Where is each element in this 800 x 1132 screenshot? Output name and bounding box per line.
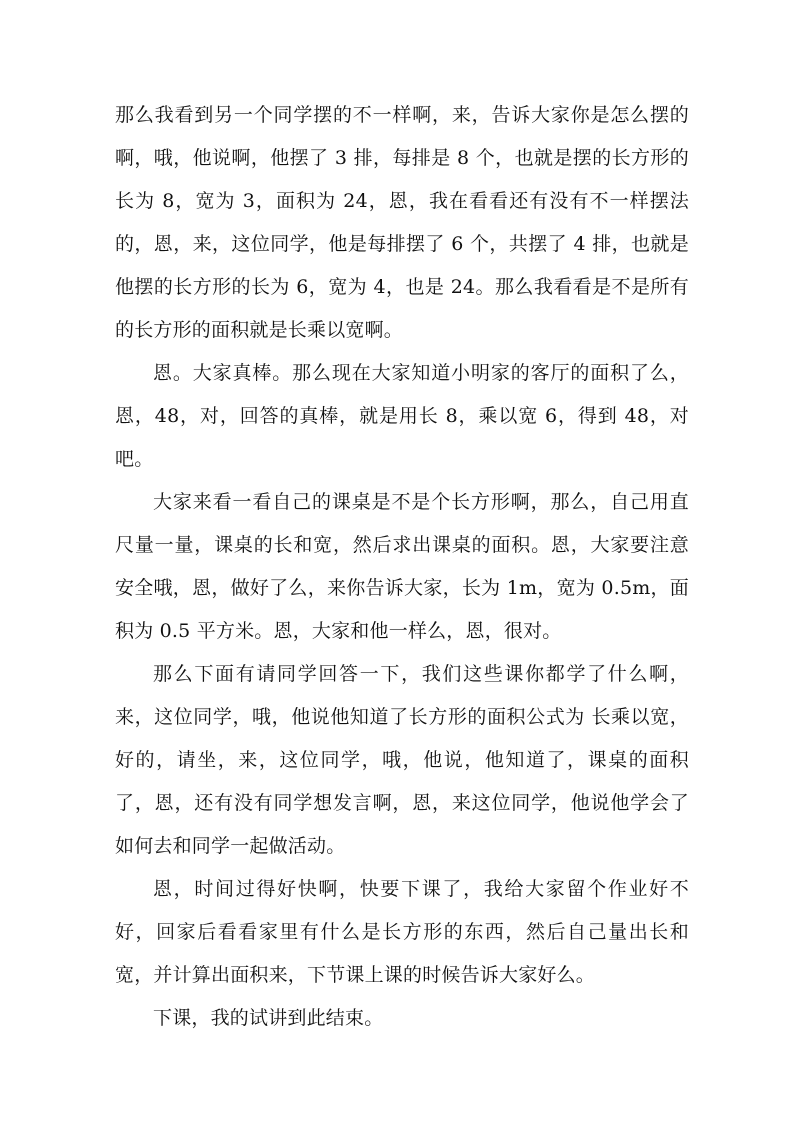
paragraph-1: 那么我看到另一个同学摆的不一样啊，来，告诉大家你是怎么摆的啊，哦，他说啊，他摆了 3 排，每排是 8 个，也就是摆的长方形的长为 8，宽为 3，面积为 24，恩，我在看看还有没有不一样摆法的，恩，来，这位同学，他是每排摆了 6 个，共摆了 4 排，也就是他摆的长方形的长为 6，宽为 4，也是 24。那么我看看是不是所有的长方形的面积就是长乘以宽啊。 [115, 104, 689, 341]
document-body [115, 94, 689, 1040]
paragraph-4: 那么下面有请同学回答一下，我们这些课你都学了什么啊，来，这位同学，哦，他说他知道了长方形的面积公式为 长乘以宽，好的，请坐，来，这位同学，哦，他说，他知道了，课桌的面积了，恩，还有没有同学想发言啊，恩，来这位同学，他说他学会了如何去和同学一起做活动。 [115, 663, 689, 857]
paragraph-3: 大家来看一看自己的课桌是不是个长方形啊，那么，自己用直尺量一量，课桌的长和宽，然后求出课桌的面积。恩，大家要注意安全哦，恩，做好了么，来你告诉大家，长为 1m，宽为 0.5m，面积为 0.5 平方米。恩，大家和他一样么，恩，很对。 [115, 491, 689, 642]
paragraph-2: 恩。大家真棒。那么现在大家知道小明家的客厅的面积了么，恩，48，对，回答的真棒，就是用长 8，乘以宽 6，得到 48，对吧。 [115, 362, 689, 470]
paragraph-6: 下课，我的试讲到此结束。 [153, 1007, 384, 1029]
paragraph-5: 恩，时间过得好快啊，快要下课了，我给大家留个作业好不好，回家后看看家里有什么是长方形的东西，然后自己量出长和宽，并计算出面积来，下节课上课的时候告诉大家好么。 [115, 878, 689, 986]
